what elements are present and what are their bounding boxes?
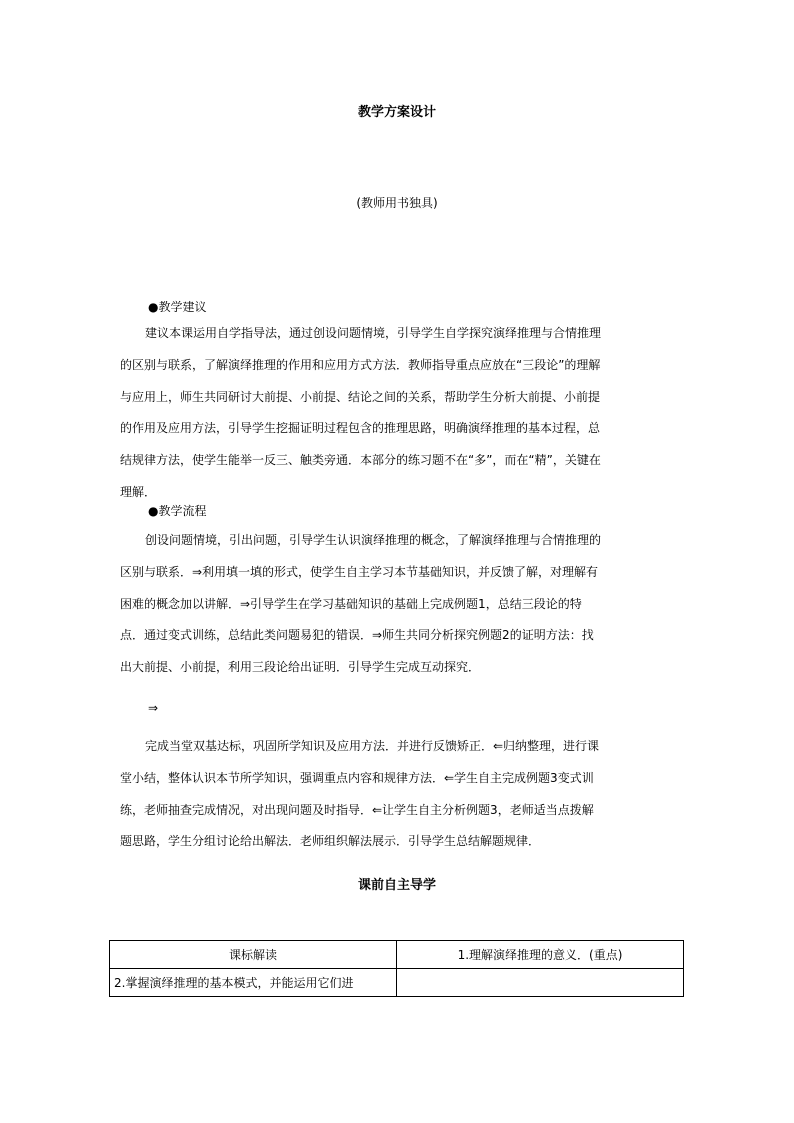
paragraph-line: 建议本课运用自学指导法，通过创设问题情境，引导学生自学探究演绎推理与合情推理 xyxy=(145,326,602,340)
paragraph-line: 与应用上，师生共同研讨大前提、小前提、结论之间的关系，帮助学生分析大前提、小前提 xyxy=(120,389,601,404)
paragraph-line: 题思路，学生分组讨论给出解法．老师组织解法展示．引导学生总结解题规律． xyxy=(120,834,541,849)
table-row xyxy=(110,941,684,969)
paragraph-line: 练，老师抽查完成情况，对出现问题及时指导．⇐让学生自主分析例题3，老师适当点拨解 xyxy=(120,802,594,817)
teaching-flow-paragraph-2 xyxy=(120,731,675,858)
paragraph-line: 出大前提、小前提，利用三段论给出证明．引导学生完成互动探究． xyxy=(120,660,481,675)
teaching-suggestion-heading: ●教学建议 xyxy=(148,300,207,314)
page-title: 教学方案设计 xyxy=(357,105,436,120)
paragraph-line: 困难的概念加以讲解．⇒引导学生在学习基础知识的基础上完成例题1，总结三段论的特 xyxy=(120,596,582,611)
table-cell: 课标解读 xyxy=(110,941,397,969)
down-arrow-icon: ⇒ xyxy=(148,701,159,715)
paragraph-line: 点．通过变式训练，总结此类问题易犯的错误．⇒师生共同分析探究例题2的证明方法：找 xyxy=(120,628,594,643)
paragraph-line: 的区别与联系，了解演绎推理的作用和应用方式方法．教师指导重点应放在“三段论”的理解 xyxy=(120,357,601,372)
paragraph-line: 堂小结，整体认识本节所学知识，强调重点内容和规律方法．⇐学生自主完成例题3变式训 xyxy=(120,770,594,785)
table-cell: 1.理解演绎推理的意义．(重点) xyxy=(397,941,684,969)
paragraph-line: 完成当堂双基达标，巩固所学知识及应用方法．并进行反馈矫正．⇐归纳整理，进行课 xyxy=(145,739,600,753)
curriculum-table xyxy=(109,940,684,997)
table-row xyxy=(110,969,684,997)
paragraph-line: 的作用及应用方法，引导学生挖掘证明过程包含的推理思路，明确演绎推理的基本过程，总 xyxy=(120,421,601,436)
paragraph-line: 结规律方法，使学生能举一反三、触类旁通．本部分的练习题不在“多”，而在“精”，关键在 xyxy=(120,453,601,468)
teaching-flow-paragraph xyxy=(120,525,675,684)
section-heading-pre-class: 课前自主导学 xyxy=(357,878,436,893)
paragraph-line: 创设问题情境，引出问题，引导学生认识演绎推理的概念，了解演绎推理与合情推理的 xyxy=(145,533,602,547)
table-cell xyxy=(397,969,684,997)
page-subtitle: (教师用书独具) xyxy=(356,196,438,210)
teaching-flow-heading: ●教学流程 xyxy=(148,504,207,518)
paragraph-line: 区别与联系．⇒利用填一填的形式，使学生自主学习本节基础知识，并反馈了解，对理解有 xyxy=(120,564,599,579)
paragraph-line: 理解． xyxy=(120,484,157,499)
table-cell: 2.掌握演绎推理的基本模式，并能运用它们进 xyxy=(110,969,397,997)
teaching-suggestion-paragraph xyxy=(120,318,675,509)
